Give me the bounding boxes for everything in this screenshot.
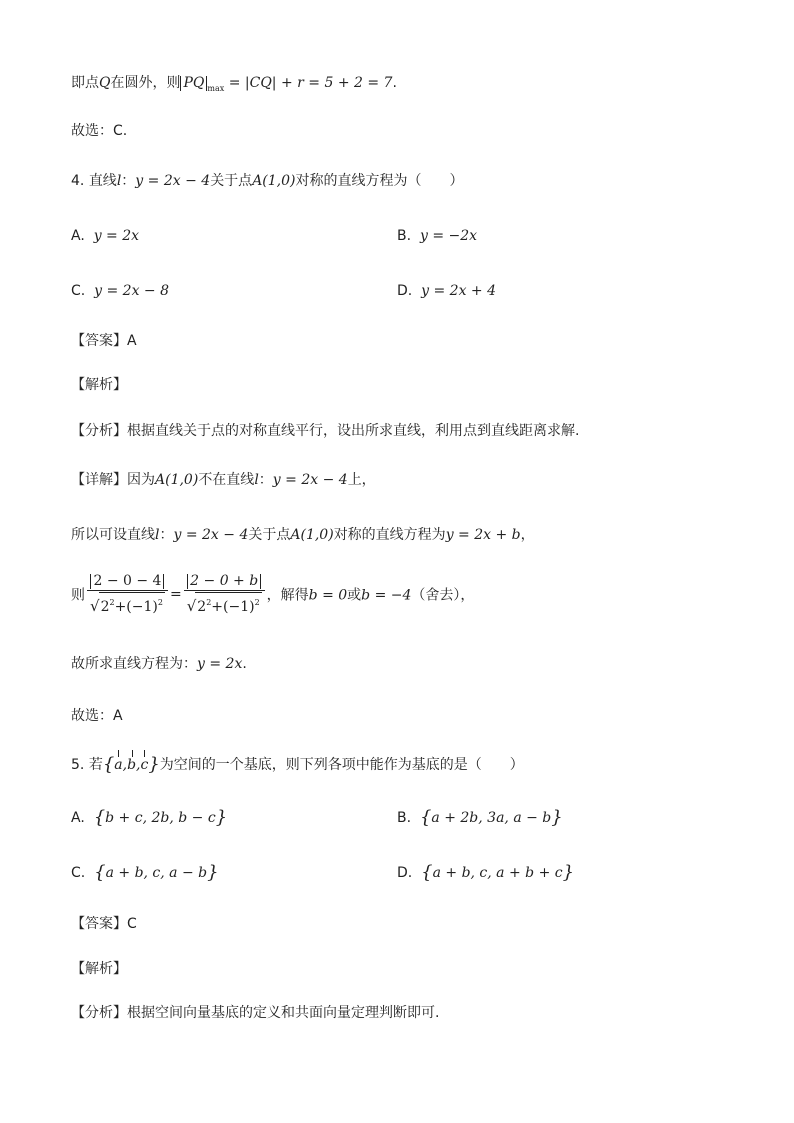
option-expr: b + c, 2b, b − c <box>105 810 216 826</box>
answer-tag: 【答案】 <box>71 333 127 349</box>
vec-c: c <box>140 757 149 773</box>
analysis-tag: 【分析】 <box>71 1005 127 1021</box>
fraction-right: $\frac{2 - 0 + b}{√2^2+(-1)^2}$ <box>184 572 265 617</box>
math-b4: b = −4 <box>361 587 412 604</box>
choose-line-q4: 故选：A <box>71 708 123 724</box>
math-eq: y = 2x − 4 <box>135 173 211 189</box>
text: 对称的直线方程为 <box>333 527 446 543</box>
math-sub-max: max <box>207 84 225 93</box>
math-l: l <box>116 173 122 189</box>
math-rhs: = |CQ| + r = 5 + 2 = 7 <box>228 75 393 91</box>
math-b0: b = 0 <box>308 587 348 604</box>
q5-jiexi-heading: 【解析】 <box>71 961 127 977</box>
text: 因为 <box>127 472 155 488</box>
term: +(−1) <box>114 599 158 615</box>
term: +(−1) <box>211 599 255 615</box>
question-5-stem: 5. 若{a,b,c}为空间的一个基底，则下列各项中能作为基底的是（ ） <box>71 754 524 775</box>
exp: 2 <box>206 598 212 607</box>
analysis-line <box>71 421 579 441</box>
text: 关于点 <box>210 173 253 189</box>
q5-answer-line <box>71 914 137 934</box>
text: 直线 <box>88 173 117 189</box>
question-4-stem <box>71 171 464 191</box>
text: 即点 <box>71 75 99 91</box>
option-label: C. <box>71 283 86 299</box>
option-expr: y = 2x − 8 <box>94 283 170 299</box>
option-b[interactable] <box>397 226 477 246</box>
analysis-text: 根据空间向量基底的定义和共面向量定理判断即可. <box>127 1005 440 1021</box>
text: 关于点 <box>248 527 291 543</box>
option-label: D. <box>397 283 413 299</box>
analysis-text: 根据直线关于点的对称直线平行，设出所求直线，利用点到直线距离求解. <box>127 423 580 439</box>
detail-line <box>71 470 376 490</box>
exp: 2 <box>109 598 115 607</box>
math-l: l <box>155 527 160 543</box>
math-point: A(1,0) <box>155 472 199 488</box>
option-expr: y = 2x + 4 <box>421 283 497 299</box>
option-c[interactable] <box>71 281 169 301</box>
text: 所以可设直线 <box>71 527 155 543</box>
answer-value: A <box>127 333 137 349</box>
q5-analysis-line <box>71 1003 439 1023</box>
numerator: 2 − 0 − 4 <box>90 574 164 589</box>
setup-line <box>71 525 535 545</box>
answer-value: C <box>127 916 137 932</box>
text-line-conclusion <box>71 73 397 99</box>
math-Q: Q <box>99 75 111 91</box>
distance-equation: 则 $\frac{2 - 0 - 4}{√2^2+(-1)^2}$ = $\frac{2 - 0 + b}{√2^2+(-1)^2}$ ，解得b = 0或b = −4（舍去）， <box>71 573 475 615</box>
text: ： <box>258 472 273 488</box>
text: 则 <box>71 587 85 604</box>
text: 不在直线 <box>198 472 255 488</box>
math-eq: y = 2x − 4 <box>173 527 249 543</box>
option-label: B. <box>397 810 412 826</box>
answer-line <box>71 331 137 351</box>
numerator: 2 − 0 + b <box>187 574 261 589</box>
math-point: A(1,0) <box>252 173 296 189</box>
q5-option-c[interactable]: C. {a + b, c, a − b} <box>71 862 219 883</box>
option-label: B. <box>397 228 412 244</box>
option-label: A. <box>71 810 85 826</box>
math-eq: y = 2x <box>197 656 243 672</box>
math-eq2: y = 2x + b <box>445 527 521 543</box>
detail-tag: 【详解】 <box>71 472 127 488</box>
option-a[interactable] <box>71 226 139 246</box>
option-expr: a + b, c, a − b <box>105 865 208 881</box>
analysis-tag: 【分析】 <box>71 423 127 439</box>
exp: 2 <box>157 598 163 607</box>
vec-b: b <box>127 757 137 773</box>
text: . <box>392 75 397 91</box>
conclusion-line <box>71 654 247 674</box>
text: 在圆外，则 <box>110 75 181 91</box>
q5-option-d[interactable]: D. {a + b, c, a + b + c} <box>397 862 575 883</box>
text: ，解得 <box>266 587 309 604</box>
math-abs-PQ: PQ <box>180 76 207 91</box>
vec-a: a <box>114 757 123 773</box>
option-d[interactable] <box>397 281 496 301</box>
option-expr: y = −2x <box>419 228 478 244</box>
option-expr: a + 2b, 3a, a − b <box>431 810 552 826</box>
text: 或 <box>347 587 362 604</box>
text: 对称的直线方程为（ ） <box>295 173 464 189</box>
fraction-left: $\frac{2 - 0 - 4}{√2^2+(-1)^2}$ <box>87 572 168 617</box>
option-expr: y = 2x <box>93 228 140 244</box>
option-label: D. <box>397 865 413 881</box>
base: 2 <box>197 599 207 615</box>
option-expr: a + b, c, a + b + c <box>432 865 563 881</box>
answer-tag: 【答案】 <box>71 916 127 932</box>
option-label: A. <box>71 228 85 244</box>
math-l: l <box>254 472 259 488</box>
math-point: A(1,0) <box>290 527 334 543</box>
text: ， <box>520 527 535 543</box>
text: . <box>242 656 247 672</box>
math-eq: y = 2x − 4 <box>272 472 348 488</box>
exp: 2 <box>254 598 260 607</box>
q5-option-a[interactable]: A. {b + c, 2b, b − c} <box>71 807 228 828</box>
question-number: 4. <box>71 173 85 189</box>
text: 上， <box>347 472 376 488</box>
jiexi-heading: 【解析】 <box>71 377 127 393</box>
choose-line: 故选：C. <box>71 123 128 139</box>
q5-option-b[interactable]: B. {a + 2b, 3a, a − b} <box>397 807 563 828</box>
text: 若 <box>88 757 103 773</box>
text: （舍去）， <box>411 587 475 604</box>
text: 故所求直线方程为： <box>71 656 197 672</box>
text: ： <box>121 173 136 189</box>
text: ： <box>159 527 174 543</box>
question-number: 5. <box>71 757 85 773</box>
base: 2 <box>100 599 110 615</box>
text: 为空间的一个基底，则下列各项中能作为基底的是（ ） <box>159 757 524 773</box>
option-label: C. <box>71 865 86 881</box>
